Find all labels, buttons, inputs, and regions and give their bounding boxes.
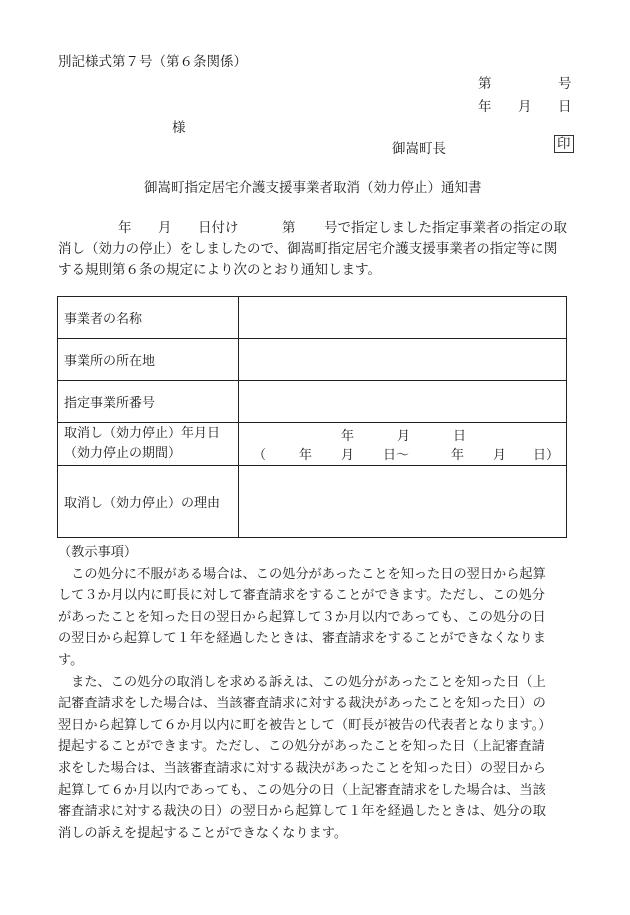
row-label-business-name: 事業者の名称 [58, 297, 239, 339]
notes-line: 消しの訴えを提起することができなくなります。 [58, 825, 348, 841]
row-label-reason: 取消し（効力停止）の理由 [58, 466, 239, 538]
row-value-office-address [239, 339, 567, 381]
notes-line: 起算して６か月以内であっても、この処分の日（上記審査請求をした場合は、当該 [58, 782, 546, 798]
row-value-reason [239, 466, 567, 538]
table-row [58, 423, 567, 466]
revocation-date-label: 取消し（効力停止）年月日 [64, 426, 221, 441]
notice-table [57, 296, 567, 538]
notes-line: があったことを知った日の翌日から起算して３か月以内であっても、この処分の日 [58, 609, 546, 625]
row-label-office-number: 指定事業所番号 [58, 381, 239, 423]
body-line2: 消し（効力の停止）をしましたので、御嵩町指定居宅介護支援事業者の指定等に関 [58, 241, 558, 257]
period-to-day: 日） [533, 448, 560, 463]
notes-line: 提起することができます。ただし、この処分があったことを知った日（上記審査請 [58, 739, 545, 755]
seal-mark [554, 135, 574, 153]
revocation-month: 月 [397, 429, 411, 444]
period-from-month: 月 [341, 448, 355, 463]
notes-line: 審査請求に対する裁決の日）の翌日から起算して１年を経過したときは、処分の取 [58, 804, 546, 820]
issuer-name: 御嵩町長 [392, 141, 446, 157]
notes-line: 翌日から起算して６か月以内に町を被告として（町長が被告の代表者となります。） [58, 717, 552, 733]
notes-line: す。 [58, 652, 84, 668]
row-value-office-number [239, 381, 567, 423]
instruction-notes [58, 542, 580, 844]
period-from-day: 日～ [383, 448, 410, 463]
row-label-office-address: 事業所の所在地 [58, 339, 239, 381]
row-label-revocation-date [58, 423, 239, 466]
number-prefix: 第 [478, 76, 492, 92]
body-line3: する規則第６条の規定により次のとおり通知します。 [58, 262, 381, 278]
seal-text: 印 [554, 135, 574, 153]
row-value-revocation-date [239, 423, 567, 466]
period-from-year: 年 [299, 448, 313, 463]
revocation-day: 日 [453, 429, 467, 444]
notes-line: して３か月以内に町長に対して審査請求をすることができます。ただし、この処分 [58, 588, 545, 604]
notes-heading: （教示事項） [58, 545, 138, 560]
body-line1-rest: 号で指定しました指定事業者の指定の取 [324, 220, 567, 236]
period-to-year: 年 [451, 448, 465, 463]
revocation-year: 年 [341, 429, 355, 444]
row-value-business-name [239, 297, 567, 339]
table-row [58, 297, 567, 339]
body-year: 年 [118, 220, 132, 236]
body-day: 日付け [198, 220, 239, 236]
date-year: 年 [478, 99, 492, 115]
body-no: 第 [282, 220, 296, 236]
notes-line: 記審査請求をした場合は、当該審査請求に対する裁決があったことを知った日）の [58, 696, 546, 712]
table-row [58, 466, 567, 538]
period-open-paren: （ [253, 448, 267, 463]
form-reference: 別記様式第７号（第６条関係） [58, 54, 247, 70]
addressee-suffix: 様 [172, 120, 186, 136]
document-title: 御嵩町指定居宅介護支援事業者取消（効力停止）通知書 [144, 180, 482, 196]
notes-line: の翌日から起算して１年を経過したときは、審査請求をすることができなくなりま [58, 631, 546, 647]
number-suffix: 号 [558, 76, 572, 92]
date-day: 日 [558, 99, 572, 115]
suspension-period-label: （効力停止の期間） [64, 446, 182, 461]
date-month: 月 [518, 99, 532, 115]
body-month: 月 [158, 220, 172, 236]
period-to-month: 月 [493, 448, 507, 463]
table-row [58, 339, 567, 381]
notes-line: 求をした場合は、当該審査請求に対する裁決があったことを知った日）の翌日から [58, 760, 546, 776]
table-row [58, 381, 567, 423]
notes-line: また、この処分の取消しを求める訴えは、この処分があったことを知った日（上 [58, 674, 546, 690]
notes-line: この処分に不服がある場合は、この処分があったことを知った日の翌日から起算 [58, 566, 546, 582]
